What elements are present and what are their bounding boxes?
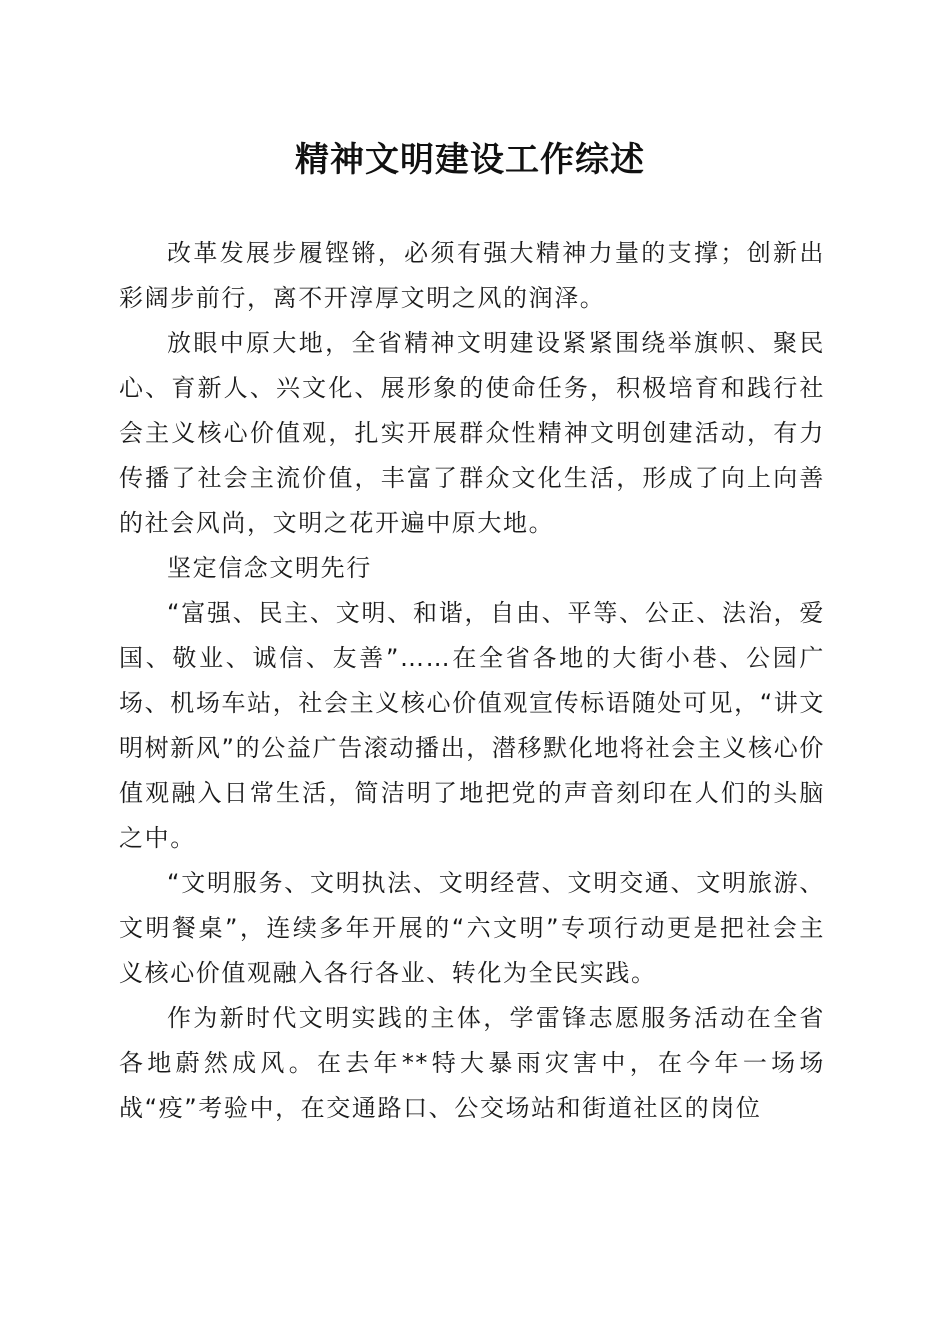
paragraph-volunteer: 作为新时代文明实践的主体，学雷锋志愿服务活动在全省各地蔚然成风。在去年**特大暴雨灾害中，在今年一场场战“疫”考验中，在交通路口、公交场站和街道社区的岗位 bbox=[119, 1004, 825, 1122]
document-title: 精神文明建设工作综述 bbox=[295, 140, 645, 180]
paragraph-six-civility: “文明服务、文明执法、文明经营、文明交通、文明旅游、文明餐桌”，连续多年开展的“六文明”专项行动更是把社会主义核心价值观融入各行各业、转化为全民实践。 bbox=[119, 869, 825, 987]
paragraph-core-values: “富强、民主、文明、和谐，自由、平等、公正、法治，爱国、敬业、诚信、友善”……在全省各地的大街小巷、公园广场、机场车站，社会主义核心价值观宣传标语随处可见，“讲文明树新风”的公益广告滚动播出，潜移默化地将社会主义核心价值观融入日常生活，简洁明了地把党的声音刻印在人们的头脑之中。 bbox=[119, 599, 825, 852]
section-heading: 坚定信念文明先行 bbox=[167, 554, 372, 582]
paragraph-overview: 放眼中原大地，全省精神文明建设紧紧围绕举旗帜、聚民心、育新人、兴文化、展形象的使命任务，积极培育和践行社会主义核心价值观，扎实开展群众性精神文明创建活动，有力传播了社会主流价值，丰富了群众文化生活，形成了向上向善的社会风尚，文明之花开遍中原大地。 bbox=[119, 329, 825, 537]
document-body bbox=[119, 231, 825, 1131]
paragraph-intro: 改革发展步履铿锵，必须有强大精神力量的支撑；创新出彩阔步前行，离不开淳厚文明之风的润泽。 bbox=[119, 239, 825, 312]
